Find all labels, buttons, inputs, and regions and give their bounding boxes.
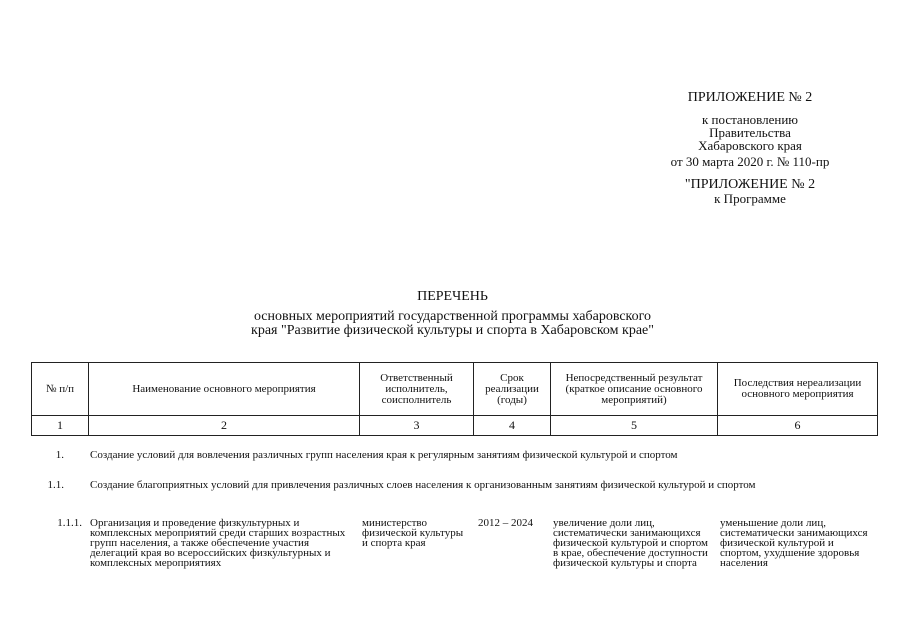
appendix-line: Правительства [709,125,791,140]
measure-consequence: уменьшение доли лиц, систематически занимающихся физической культурой и спортом, ухудшение здоровья населения [720,517,868,569]
document-title: ПЕРЕЧЕНЬ [417,289,488,304]
column-header: Ответственный исполнитель, соисполнитель [360,363,474,416]
column-number: 4 [474,416,551,436]
column-number-row [32,416,878,436]
document-subtitle-line: края "Развитие физической культуры и спорта в Хабаровском крае" [251,323,654,338]
appendix-title: ПРИЛОЖЕНИЕ № 2 [687,90,813,105]
row-number: 1. [55,449,64,461]
measures-table [31,362,878,436]
appendix-line: к постановлению [701,112,799,127]
column-number: 2 [89,416,360,436]
table-header-row [32,363,878,416]
measure-period: 2012 – 2024 [478,517,533,529]
subsection-title: Создание благоприятных условий для привлечения различных слоев населения к организованным занятиям физической культурой и спортом [90,479,756,491]
measure-name: Организация и проведение физкультурных и комплексных мероприятий среди старших возрастных групп населения, а также обеспечение участия делегаций края во всероссийских физкультурных и комплексных мероприятиях [90,517,346,569]
measure-result: увеличение доли лиц, систематически занимающихся физической культурой и спортом в крае, обеспечение доступности физической культуры и спорта [553,517,709,569]
column-header: Наименование основного мероприятия [89,363,360,416]
row-number: 1.1.1. [57,517,82,529]
column-number: 5 [551,416,718,436]
column-number: 1 [32,416,89,436]
appendix-date: от 30 марта 2020 г. № 110-пр [670,154,830,169]
row-number: 1.1. [47,479,64,491]
program-appendix [620,177,880,205]
column-header: № п/п [32,363,89,416]
document-heading [0,290,905,338]
column-number: 3 [360,416,474,436]
column-number: 6 [718,416,878,436]
column-header: Последствия нереализации основного мероприятия [718,363,878,416]
document-subtitle-line: основных мероприятий государственной программы хабаровского [253,309,652,324]
section-title: Создание условий для вовлечения различных групп населения края к регулярным занятиям физической культурой и спортом [90,449,678,461]
program-appendix-title: "ПРИЛОЖЕНИЕ № 2 [684,177,816,192]
appendix-line: Хабаровского края [698,138,802,153]
column-header: Срок реализации (годы) [474,363,551,416]
appendix-block [620,90,880,205]
measure-executor: министерство физической культуры и спорта края [362,517,464,549]
program-appendix-line: к Программе [714,191,786,206]
column-header: Непосредственный результат (краткое описание основного мероприятий) [551,363,718,416]
